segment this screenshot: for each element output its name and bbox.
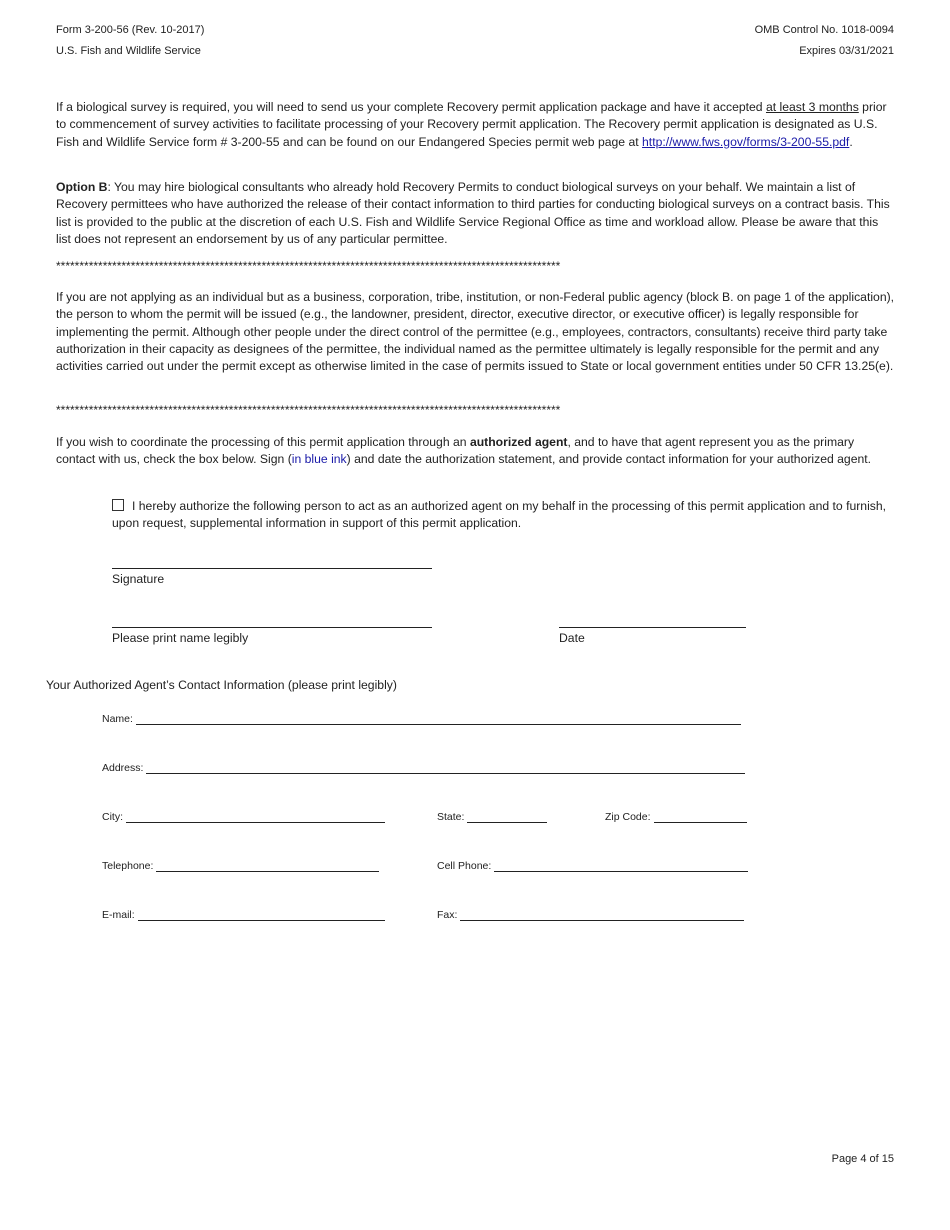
- agent-cell-phone-input[interactable]: [494, 860, 748, 872]
- fax-label: Fax:: [437, 909, 458, 921]
- authorization-text: I hereby authorize the following person to act as an authorized agent on my behalf in the processing of this permit application and to furnish, upon request, supplemental information in support of this permit application.: [112, 499, 887, 531]
- agent-address-input[interactable]: [146, 762, 745, 774]
- separator-line: ************************************************************************************************************: [56, 259, 561, 273]
- omb-control-number: OMB Control No. 1018-0094: [754, 24, 894, 36]
- print-name-label: Please print name legibly: [112, 631, 249, 645]
- agent-telephone-input[interactable]: [156, 860, 379, 872]
- option-b-paragraph: Option B: You may hire biological consultants who already hold Recovery Permits to conduct biological surveys on your behalf. We maintain a list of Recovery permittees who have authorized the release of their contact information to third parties for conducting biological surveys on a contract basis. This list is provided to the public at the discretion of each U.S. Fish and Wildlife Service Regional Office as time and workload allow. Please be aware that this list does not represent an endorsement by us of any particular permittee.: [56, 180, 890, 246]
- authorization-statement: [112, 498, 902, 533]
- agent-address-field: [102, 762, 745, 774]
- print-name-line[interactable]: [112, 627, 432, 628]
- authorized-agent-term: authorized agent: [469, 435, 568, 449]
- underlined-deadline: at least 3 months: [765, 100, 859, 114]
- agent-state-field: [437, 811, 547, 823]
- agent-email-input[interactable]: [138, 909, 385, 921]
- agent-city-input[interactable]: [126, 811, 385, 823]
- form-number: Form 3-200-56 (Rev. 10-2017): [56, 24, 205, 36]
- agent-email-field: [102, 909, 385, 921]
- agent-name-field: [102, 713, 741, 725]
- form-3-200-55-link[interactable]: http://www.fws.gov/forms/3-200-55.pdf: [642, 134, 850, 149]
- agent-telephone-field: [102, 860, 379, 872]
- date-line[interactable]: [559, 627, 746, 628]
- survey-paragraph: If a biological survey is required, you will need to send us your complete Recovery permit application package and have it accepted at least 3 months prior to commencement of survey activities to facilitate processing of your Recovery permit application. The Recovery permit application is designated as U.S. Fish and Wildlife Service form # 3-200-55 and can be found on our Endangered Species permit web page at http://www.fws.gov/forms/3-200-55.pdf.: [56, 100, 887, 149]
- signature-label: Signature: [112, 572, 165, 586]
- signature-line[interactable]: [112, 568, 432, 569]
- agent-fax-field: [437, 909, 744, 921]
- agent-city-field: [102, 811, 385, 823]
- expiration-date: Expires 03/31/2021: [799, 45, 894, 57]
- authorization-checkbox[interactable]: [112, 499, 124, 511]
- name-label: Name:: [102, 713, 133, 725]
- agent-state-input[interactable]: [467, 811, 547, 823]
- agent-fax-input[interactable]: [460, 909, 744, 921]
- date-label: Date: [559, 631, 585, 645]
- agent-name-input[interactable]: [136, 713, 741, 725]
- address-label: Address:: [102, 762, 144, 774]
- agent-cell-phone-field: [437, 860, 748, 872]
- option-b-label: Option B: [56, 180, 108, 194]
- authorized-agent-paragraph: If you wish to coordinate the processing of this permit application through an authorized agent, and to have that agent represent you as the primary contact with us, check the box below. Sign (in blue ink) and date the authorization statement, and provide contact information for your authorized agent.: [56, 435, 872, 467]
- agent-zip-field: [605, 811, 747, 823]
- agency-name: U.S. Fish and Wildlife Service: [56, 45, 201, 57]
- page-number: Page 4 of 15: [831, 1153, 894, 1165]
- email-label: E-mail:: [102, 909, 135, 921]
- separator-line: ************************************************************************************************************: [56, 403, 561, 417]
- state-label: State:: [437, 811, 465, 823]
- cell-phone-label: Cell Phone:: [437, 860, 492, 872]
- city-label: City:: [102, 811, 123, 823]
- zip-code-label: Zip Code:: [605, 811, 651, 823]
- agent-contact-heading: Your Authorized Agent’s Contact Information (please print legibly): [46, 678, 397, 692]
- blue-ink-note: in blue ink: [291, 452, 347, 467]
- telephone-label: Telephone:: [102, 860, 154, 872]
- business-applicant-paragraph: If you are not applying as an individual but as a business, corporation, tribe, institution, or non-Federal public agency (block B. on page 1 of the application), the person to whom the permit will be issued (e.g., the landowner, president, director, executive director, or executive officer) is legally responsible for implementing the permit. Although other people under the direct control of the permittee (e.g., employees, contractors, consultants) receive third party take authorization in their capacity as designees of the permittee, the individual named as the permittee ultimately is legally responsible for the permit and any activities carried out under the permit except as otherwise limited in the case of permits issued to State or local government entities under 50 CFR 13.25(e).: [56, 290, 895, 374]
- agent-zip-input[interactable]: [654, 811, 747, 823]
